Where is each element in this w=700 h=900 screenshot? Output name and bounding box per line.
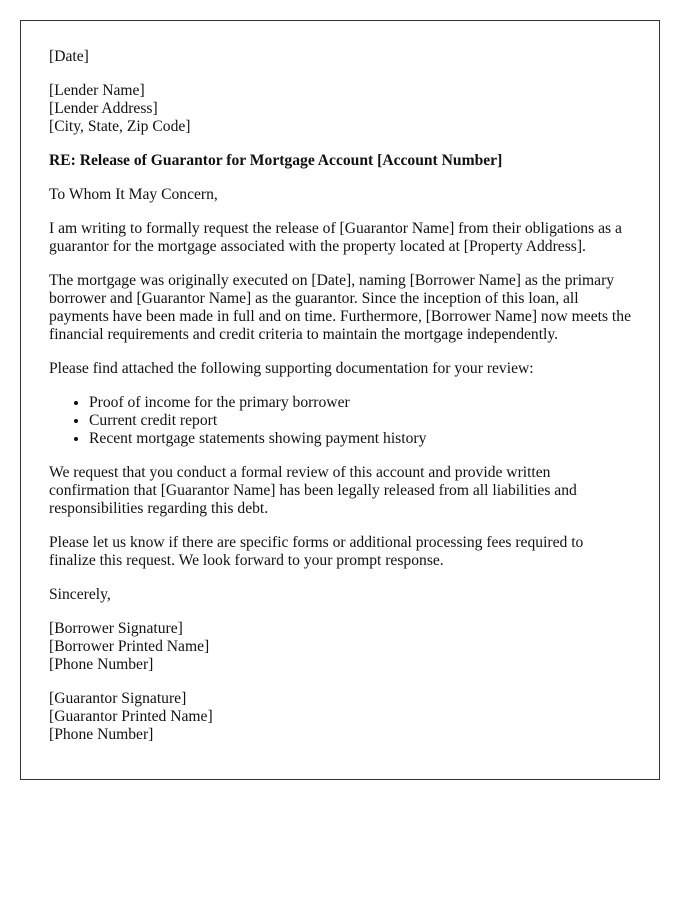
list-item: • Recent mortgage statements showing payment history [89,430,631,448]
lender-address: [Lender Address] [49,100,158,117]
body-paragraph-review-request: We request that you conduct a formal review of this account and provide written confirmation that [Guarantor Name] has been legally released from all liabilities and responsibilities regarding this debt. [49,464,577,517]
guarantor-signature-block [49,690,631,744]
borrower-signature-block [49,620,631,674]
borrower-phone: [Phone Number] [49,656,154,673]
borrower-signature: [Borrower Signature] [49,620,183,637]
list-item: • Current credit report [89,412,631,430]
recipient-address-block [49,82,631,136]
supporting-documents-list [49,394,631,448]
letter-date: [Date] [49,48,89,65]
body-paragraph-closing: Please let us know if there are specific forms or additional processing fees required to finalize this request. We look forward to your prompt response. [49,534,584,569]
valediction: Sincerely, [49,586,111,603]
guarantor-printed-name: [Guarantor Printed Name] [49,708,213,725]
lender-city-state-zip: [City, State, Zip Code] [49,118,191,135]
salutation: To Whom It May Concern, [49,186,218,203]
subject-line: RE: Release of Guarantor for Mortgage Account [Account Number] [49,152,503,169]
lender-name: [Lender Name] [49,82,145,99]
guarantor-phone: [Phone Number] [49,726,154,743]
body-paragraph-attachments-intro: Please find attached the following supporting documentation for your review: [49,360,534,377]
list-item: • Proof of income for the primary borrower [89,394,631,412]
body-paragraph-history: The mortgage was originally executed on [Date], naming [Borrower Name] as the primary borrower and [Guarantor Name] as the guarantor. Since the inception of this loan, all payments have been made in full and on time. Furthermore, [Borrower Name] now meets the financial requirements and credit criteria to maintain the mortgage independently. [49,272,631,343]
guarantor-signature: [Guarantor Signature] [49,690,187,707]
body-paragraph-request: I am writing to formally request the release of [Guarantor Name] from their obligations as a guarantor for the mortgage associated with the property located at [Property Address]. [49,220,622,255]
letter-page [20,20,660,780]
borrower-printed-name: [Borrower Printed Name] [49,638,210,655]
